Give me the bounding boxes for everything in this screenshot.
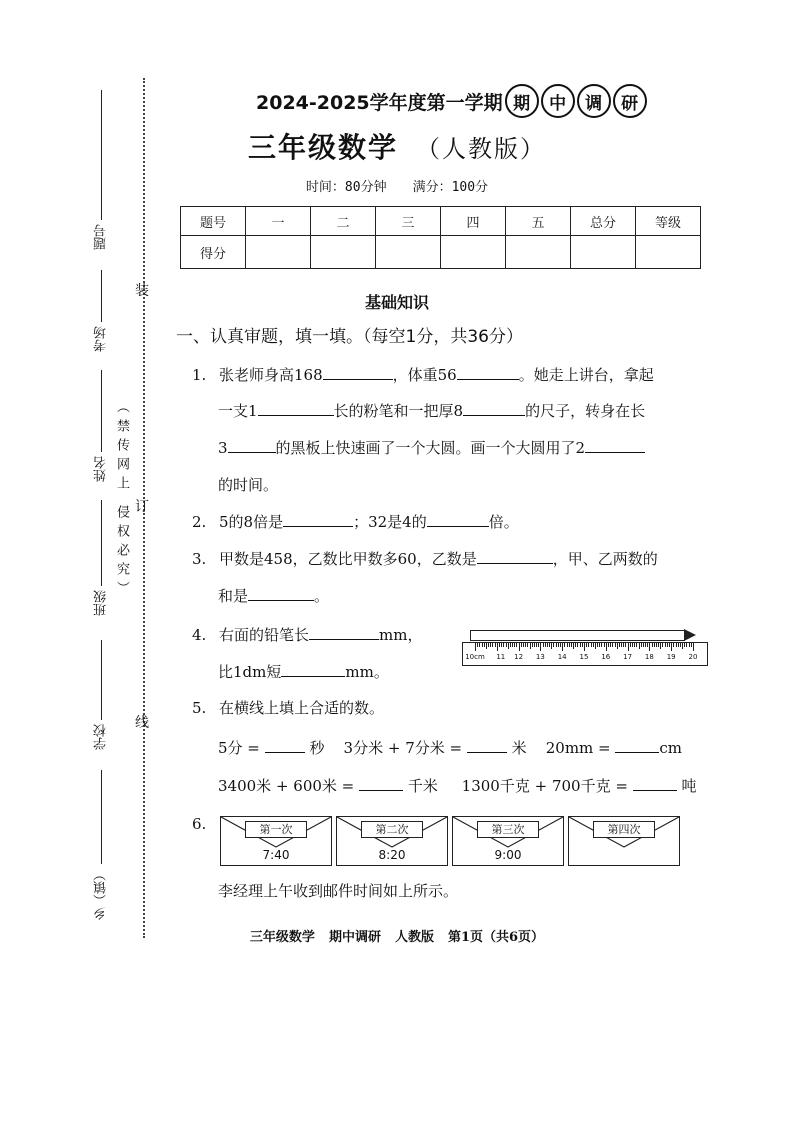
ruler-tick xyxy=(571,643,572,647)
ruler-tick xyxy=(530,643,531,649)
ruler-label: 19 xyxy=(666,653,676,661)
ruler-tick xyxy=(503,643,504,647)
question-5 xyxy=(192,697,384,718)
ruler-tick xyxy=(556,643,557,647)
ruler-tick xyxy=(652,643,653,647)
field-exam-room[interactable]: 考场 xyxy=(92,270,111,356)
answer-blank[interactable] xyxy=(585,438,645,453)
score-input-cell[interactable] xyxy=(376,236,441,269)
exam-full-score: 满分：100分 xyxy=(412,180,489,195)
answer-blank[interactable] xyxy=(265,738,305,753)
ruler-label: 17 xyxy=(623,653,633,661)
ruler-tick xyxy=(673,643,674,647)
ruler-tick xyxy=(532,643,533,647)
score-table-header-row xyxy=(181,207,701,236)
score-table xyxy=(180,206,701,269)
ruler-tick xyxy=(521,643,522,647)
ruler-label: 11 xyxy=(496,653,506,661)
field-class[interactable]: 班级 xyxy=(92,500,111,620)
page-title xyxy=(0,126,794,166)
answer-blank[interactable] xyxy=(633,776,677,791)
ruler-tick xyxy=(560,643,561,647)
ruler-tick xyxy=(510,643,511,647)
envelope-time: 8:20 xyxy=(378,848,406,862)
ruler-tick xyxy=(636,643,637,647)
ruler-tick xyxy=(671,643,672,651)
ruler-tick xyxy=(519,643,520,651)
ruler-tick xyxy=(479,643,480,647)
answer-blank[interactable] xyxy=(457,365,519,380)
envelope-label: 第三次 xyxy=(477,821,539,838)
ruler-tick xyxy=(676,643,677,647)
question-number: 5. xyxy=(192,699,207,717)
ruler-tick xyxy=(564,643,565,647)
ruler-tick xyxy=(599,643,600,647)
binding-char-xian: 线 xyxy=(135,715,149,731)
ruler-tick xyxy=(678,643,679,647)
ruler-tick xyxy=(691,643,692,647)
ruler-tick xyxy=(506,643,507,647)
ruler-tick xyxy=(669,643,670,647)
ruler-tick xyxy=(641,643,642,647)
ruler-tick xyxy=(654,643,655,647)
ruler-tick xyxy=(538,643,539,647)
seal-char: 期 xyxy=(505,84,539,118)
ruler-tick xyxy=(486,643,487,649)
ruler-tick xyxy=(577,643,578,647)
score-cell: 一 xyxy=(246,207,311,236)
question-number: 6. xyxy=(192,815,207,833)
ruler-tick xyxy=(580,643,581,647)
term-line xyxy=(256,84,647,118)
term-text: 2024-2025学年度第一学期 xyxy=(256,91,503,114)
answer-blank[interactable] xyxy=(323,365,393,380)
question-3-line-2: 和是 。 xyxy=(218,587,330,605)
ruler xyxy=(462,642,708,666)
ruler-tick xyxy=(693,643,694,651)
envelope-1 xyxy=(220,816,332,866)
exam-meta xyxy=(0,176,794,195)
ruler-tick xyxy=(630,643,631,647)
ruler-tick xyxy=(534,643,535,647)
score-input-cell[interactable] xyxy=(441,236,506,269)
ruler-tick xyxy=(569,643,570,647)
question-number: 2. xyxy=(192,513,207,531)
score-input-cell[interactable] xyxy=(506,236,571,269)
ruler-tick xyxy=(606,643,607,651)
ruler-unit-label: 10cm xyxy=(465,653,485,661)
ruler-tick xyxy=(610,643,611,647)
ruler-label: 13 xyxy=(535,653,545,661)
field-school[interactable]: 学校 xyxy=(92,640,111,754)
answer-blank[interactable] xyxy=(427,512,489,527)
ruler-tick xyxy=(586,643,587,647)
pencil-tip xyxy=(684,629,696,641)
seal-char: 中 xyxy=(541,84,575,118)
ruler-tick xyxy=(665,643,666,647)
ruler-tick xyxy=(512,643,513,647)
envelope-label: 第四次 xyxy=(593,821,655,838)
ruler-tick xyxy=(623,643,624,647)
ruler-tick xyxy=(588,643,589,647)
answer-blank[interactable] xyxy=(615,738,659,753)
score-input-cell[interactable] xyxy=(246,236,311,269)
ruler-tick xyxy=(551,643,552,649)
ruler-tick xyxy=(516,643,517,647)
ruler-tick xyxy=(647,643,648,647)
ruler-tick xyxy=(597,643,598,647)
ruler-tick xyxy=(645,643,646,647)
score-cell: 四 xyxy=(441,207,506,236)
ruler-tick xyxy=(508,643,509,649)
envelope-3 xyxy=(452,816,564,866)
ruler-tick xyxy=(649,643,650,651)
ruler-tick xyxy=(612,643,613,647)
ruler-tick xyxy=(686,643,687,647)
answer-blank[interactable] xyxy=(281,662,345,677)
field-name[interactable]: 姓名 xyxy=(92,370,111,486)
title-subject: 三年级数学 xyxy=(247,131,398,164)
envelope-2 xyxy=(336,816,448,866)
score-cell: 总分 xyxy=(571,207,636,236)
question-number: 3. xyxy=(192,550,207,568)
ruler-tick xyxy=(689,643,690,647)
answer-blank[interactable] xyxy=(283,512,353,527)
ruler-tick xyxy=(658,643,659,647)
ruler-tick xyxy=(591,643,592,647)
score-cell: 二 xyxy=(311,207,376,236)
ruler-tick xyxy=(527,643,528,647)
ruler-tick xyxy=(582,643,583,647)
envelope-label: 第一次 xyxy=(245,821,307,838)
ruler-tick xyxy=(604,643,605,647)
ruler-tick xyxy=(634,643,635,647)
answer-blank[interactable] xyxy=(228,438,276,453)
ruler-tick xyxy=(492,643,493,647)
question-5-title: 在横线上填上合适的数。 xyxy=(219,699,385,717)
ruler-tick xyxy=(684,643,685,647)
ruler-tick xyxy=(608,643,609,647)
ruler-tick xyxy=(662,643,663,647)
seal-char: 研 xyxy=(613,84,647,118)
ruler-tick xyxy=(536,643,537,647)
answer-blank[interactable] xyxy=(258,401,334,416)
section-title: 基础知识 xyxy=(364,293,429,312)
question-6 xyxy=(192,815,219,833)
score-input-cell[interactable] xyxy=(571,236,636,269)
ruler-tick xyxy=(617,643,618,649)
ruler-tick xyxy=(584,643,585,651)
ruler-label: 16 xyxy=(601,653,611,661)
field-township[interactable]: 乡（镇） xyxy=(92,770,111,924)
question-1-line-2: 一支1 长的粉笔和一把厚8 的尺子，转身在长 xyxy=(218,402,646,420)
ruler-tick xyxy=(558,643,559,647)
ruler-tick xyxy=(615,643,616,647)
ruler-tick xyxy=(601,643,602,647)
question-2: 2. 5的8倍是 ；32是4的 倍。 xyxy=(192,513,519,531)
question-1-line-4: 的时间。 xyxy=(218,476,279,494)
ruler-tick xyxy=(682,643,683,649)
ruler-tick xyxy=(525,643,526,647)
ruler-tick xyxy=(593,643,594,647)
ruler-tick xyxy=(667,643,668,647)
ruler-tick xyxy=(595,643,596,649)
ruler-tick xyxy=(549,643,550,647)
question-number: 4. xyxy=(192,626,207,644)
ruler-label: 14 xyxy=(557,653,567,661)
exam-time: 时间：80分钟 xyxy=(305,180,387,195)
question-number: 1. xyxy=(192,366,207,384)
question-3: 3. 甲数是458，乙数比甲数多60，乙数是 ，甲、乙两数的 xyxy=(192,550,658,568)
ruler-tick xyxy=(567,643,568,647)
score-cell: 等级 xyxy=(636,207,701,236)
ruler-tick xyxy=(475,643,476,651)
envelope-4 xyxy=(568,816,680,866)
answer-blank[interactable] xyxy=(359,776,403,791)
ruler-tick xyxy=(497,643,498,651)
ruler-tick xyxy=(632,643,633,647)
ruler-tick xyxy=(619,643,620,647)
score-cell: 题号 xyxy=(181,207,246,236)
part-1-title: 一、认真审题，填一填。（每空1分，共36分） xyxy=(176,327,523,347)
answer-blank[interactable] xyxy=(248,586,314,601)
score-cell: 三 xyxy=(376,207,441,236)
question-4: 4. 右面的铅笔长 mm， xyxy=(192,626,423,644)
question-5-row-1: 5分 = 秒 3分米 + 7分米 = 米 20mm = cm xyxy=(218,739,683,757)
title-edition: （人教版） xyxy=(416,135,546,163)
answer-blank[interactable] xyxy=(309,625,379,640)
ruler-tick xyxy=(547,643,548,647)
envelope-time: 7:40 xyxy=(262,848,290,862)
ruler-tick xyxy=(553,643,554,647)
seal-char: 调 xyxy=(577,84,611,118)
ruler-label: 12 xyxy=(514,653,524,661)
ruler-tick xyxy=(643,643,644,647)
binding-char-ding: 订 xyxy=(135,499,149,515)
ruler-tick xyxy=(628,643,629,651)
answer-blank[interactable] xyxy=(463,401,525,416)
envelope-label: 第二次 xyxy=(361,821,423,838)
ruler-tick xyxy=(477,643,478,647)
ruler-tick xyxy=(482,643,483,647)
ruler-tick xyxy=(501,643,502,647)
score-table-score-row xyxy=(181,236,701,269)
ruler-tick xyxy=(639,643,640,649)
question-5-row-2: 3400米 + 600米 = 千米 1300千克 + 700千克 = 吨 xyxy=(218,777,697,795)
ruler-tick xyxy=(540,643,541,651)
ruler-tick xyxy=(621,643,622,647)
envelope-time: 9:00 xyxy=(494,848,522,862)
score-cell: 五 xyxy=(506,207,571,236)
ruler-tick xyxy=(573,643,574,649)
ruler-tick xyxy=(680,643,681,647)
binding-char-zhuang: 装 xyxy=(135,283,149,299)
ruler-tick xyxy=(575,643,576,647)
question-6-text: 李经理上午收到邮件时间如上所示。 xyxy=(218,882,459,900)
ruler-tick xyxy=(543,643,544,647)
ruler-tick xyxy=(488,643,489,647)
ruler-label: 18 xyxy=(644,653,654,661)
ruler-tick xyxy=(495,643,496,647)
ruler-tick xyxy=(562,643,563,651)
ruler-tick xyxy=(490,643,491,647)
question-1-line-3: 3 的黑板上快速画了一个大圆。画一个大圆用了2 xyxy=(218,437,645,458)
ruler-tick xyxy=(656,643,657,647)
question-1: 1. 张老师身高168 ，体重56 。她走上讲台，拿起 xyxy=(192,366,654,384)
score-input-cell[interactable] xyxy=(636,236,701,269)
binding-notice: （禁传网上 侵权必究） xyxy=(114,400,129,601)
pencil-ruler-figure xyxy=(462,626,708,668)
ruler-tick xyxy=(660,643,661,649)
score-cell: 得分 xyxy=(181,236,246,269)
ruler-tick xyxy=(625,643,626,647)
field-exam-number[interactable]: 题号 xyxy=(92,90,111,254)
page-footer: 三年级数学 期中调研 人教版 第1页（共6页） xyxy=(249,930,545,945)
ruler-tick xyxy=(545,643,546,647)
ruler-label: 15 xyxy=(579,653,589,661)
ruler-tick xyxy=(523,643,524,647)
answer-blank[interactable] xyxy=(477,549,553,564)
ruler-tick xyxy=(499,643,500,647)
ruler-tick xyxy=(514,643,515,647)
pencil-body xyxy=(470,630,685,641)
question-4-line-2: 比1dm短 mm。 xyxy=(218,663,389,681)
answer-blank[interactable] xyxy=(467,738,507,753)
ruler-label: 20 xyxy=(688,653,698,661)
ruler-tick xyxy=(484,643,485,647)
score-input-cell[interactable] xyxy=(311,236,376,269)
